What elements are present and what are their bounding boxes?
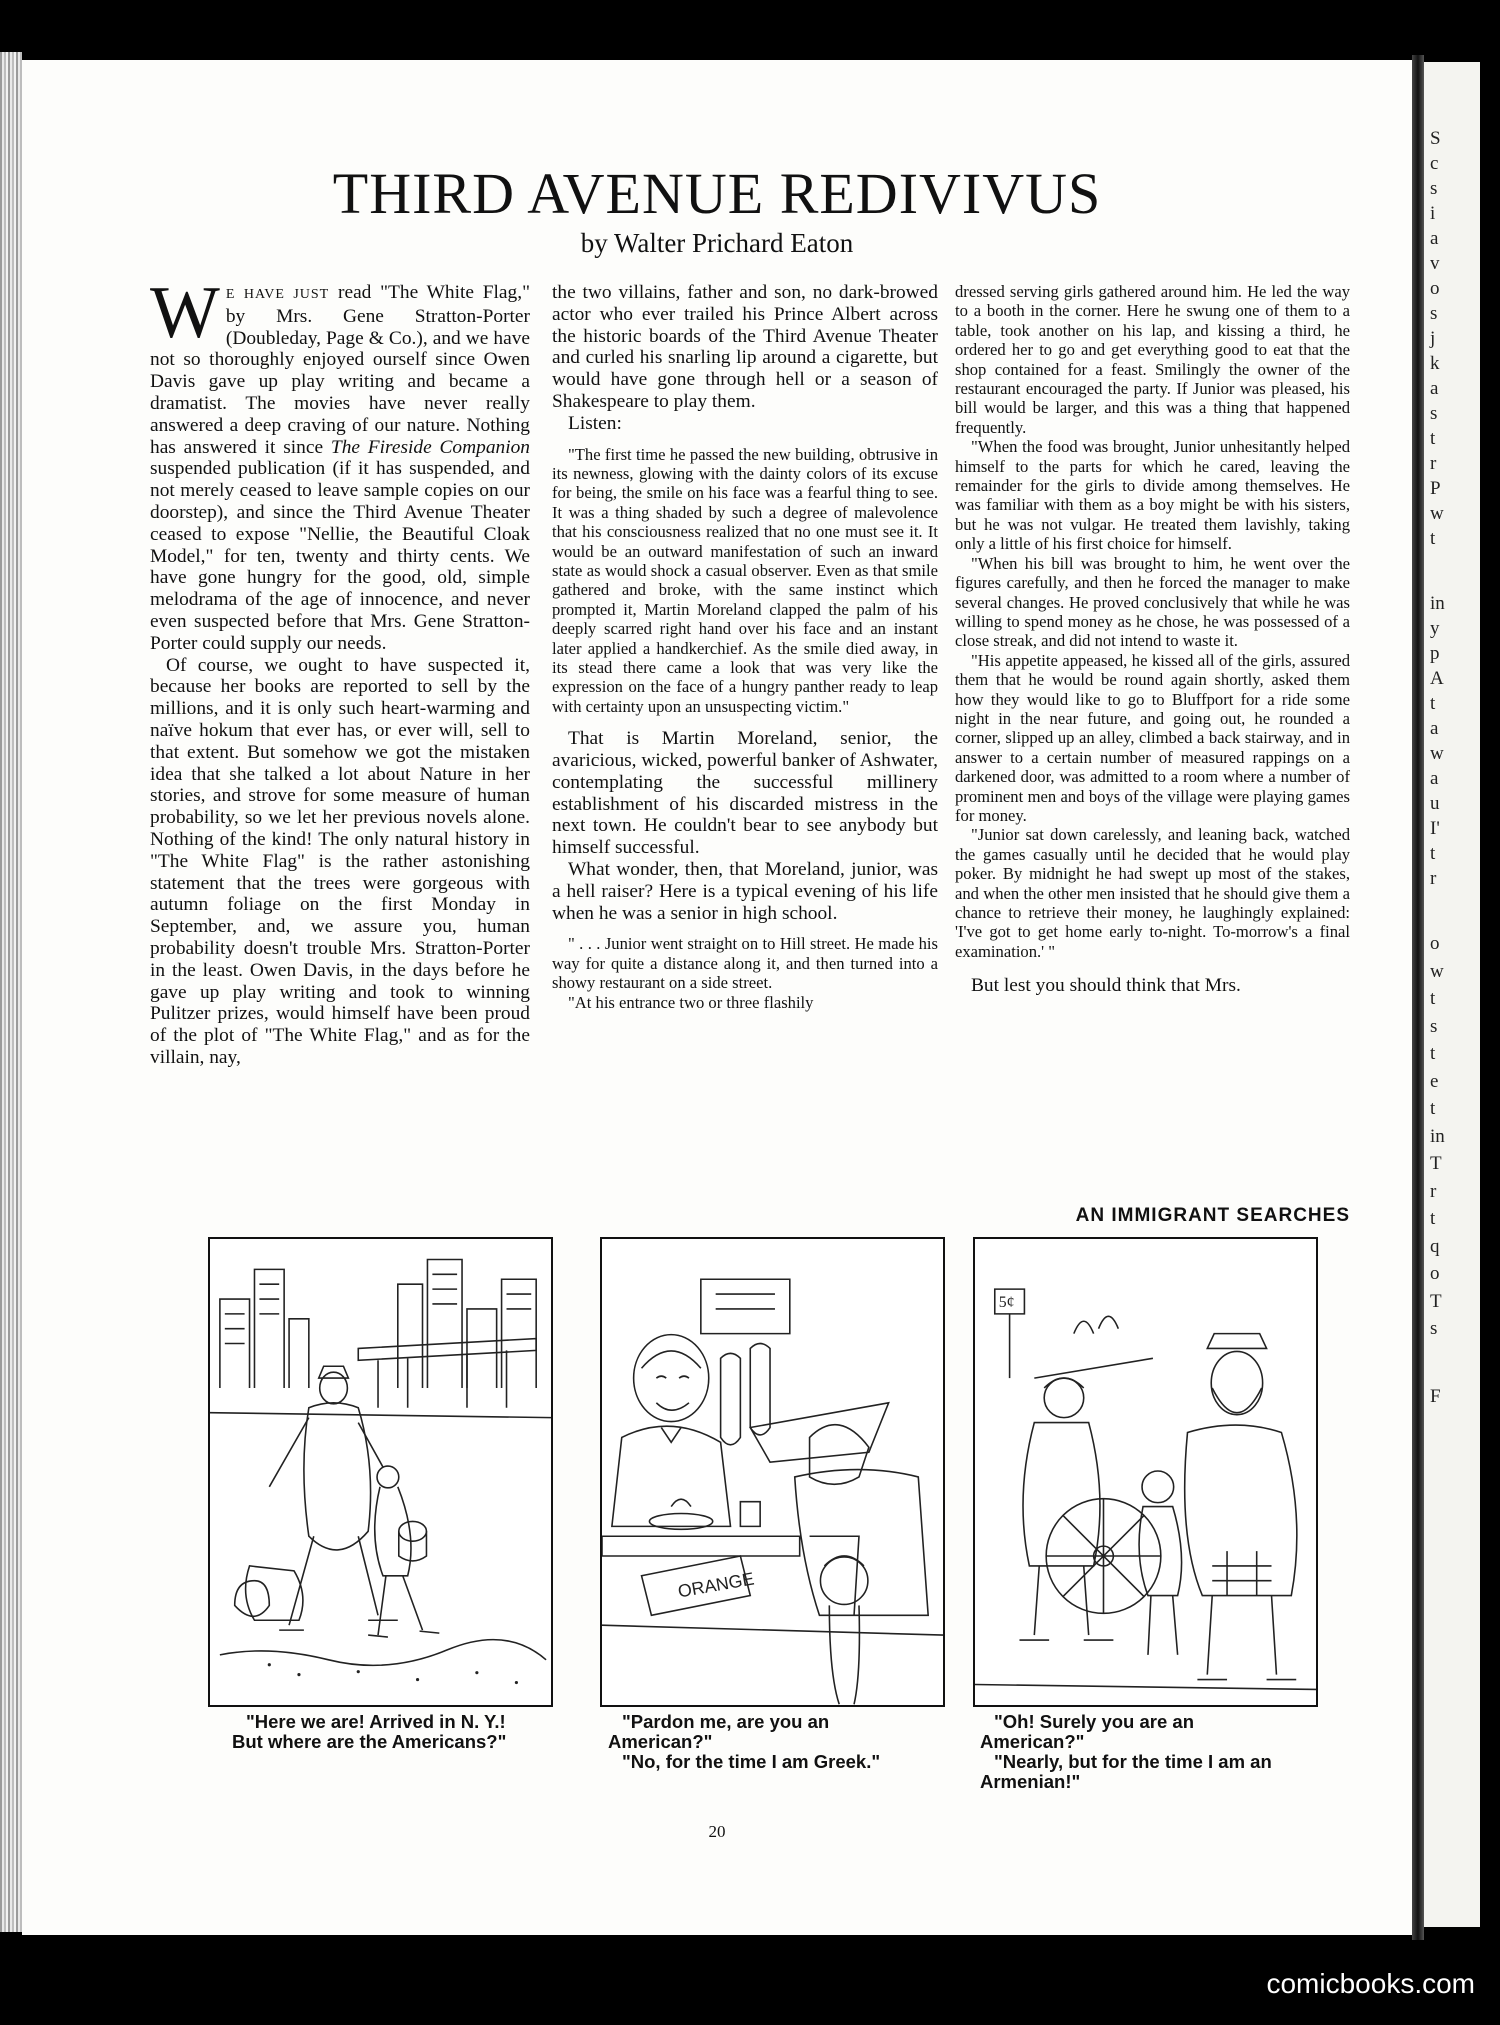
next-page-fragment: r bbox=[1430, 868, 1437, 889]
next-page-fragment: a bbox=[1430, 228, 1439, 249]
block-quote: "At his entrance two or three flashily bbox=[568, 992, 814, 1012]
cartoon-caption-3 bbox=[980, 1712, 1280, 1792]
text-column-1 bbox=[150, 272, 530, 1069]
cartoon-panel-2 bbox=[600, 1237, 945, 1707]
cartoon-panel-1 bbox=[208, 1237, 553, 1707]
lead-smallcaps: E HAVE JUST bbox=[225, 287, 330, 302]
book-gutter bbox=[1412, 55, 1424, 1940]
orange-sign-text: ORANGE bbox=[676, 1568, 756, 1602]
article-byline: by Walter Prichard Eaton bbox=[580, 228, 854, 258]
next-page-fragment: t bbox=[1430, 528, 1436, 549]
next-page-fragment: t bbox=[1430, 1043, 1436, 1064]
next-page-fragment: j bbox=[1430, 328, 1436, 349]
page-edge-left bbox=[0, 52, 22, 1932]
next-page-fragment: s bbox=[1430, 1015, 1438, 1037]
next-page-fragment: w bbox=[1430, 743, 1444, 764]
caption-line: "Nearly, but for the time I am an Armenian!" bbox=[980, 1751, 1272, 1792]
price-sign-text: 5¢ bbox=[998, 1293, 1015, 1311]
next-page-fragment: T bbox=[1430, 1290, 1442, 1312]
next-page-fragment: p bbox=[1430, 643, 1440, 664]
next-page-fragment: w bbox=[1430, 503, 1444, 524]
cartoon-panel-3 bbox=[973, 1237, 1318, 1707]
cartoon-shop-drawing bbox=[602, 1239, 943, 1705]
next-page-fragment: t bbox=[1430, 428, 1436, 449]
text-column-3 bbox=[955, 282, 1350, 997]
next-page-fragment: w bbox=[1430, 960, 1444, 982]
next-page-fragment: in bbox=[1430, 593, 1445, 614]
text-column-2 bbox=[552, 282, 938, 1024]
next-page-fragment: s bbox=[1430, 303, 1438, 324]
next-page-fragment: s bbox=[1430, 1318, 1438, 1339]
paragraph: "Junior sat down carelessly, and leaning back, watched the games casually until he decided that he would play poker. By midnight he had swept up most of the stakes, and when the other men insisted that he should give them a chance to retrieve their money, he laughingly explained: 'I've got to get home early to-night. To-morrow's a final examination.' " bbox=[955, 825, 1350, 961]
paragraph: What wonder, then, that Moreland, junior, was a hell raiser? Here is a typical evening of his life when he was a senior in high school. bbox=[552, 859, 938, 924]
paragraph: "His appetite appeased, he kissed all of the girls, assured them that he would be round again shortly, asked them how they would like to go to Bluffport for a ride some night in the near future, and going out, he rounded a corner, slipped up an alley, climbed a back stairway, and in answer to a certain number of measured rappings on a darkened door, was admitted to a room where a number of prominent men and boys of the village were playing games for money. bbox=[955, 650, 1350, 825]
caption-line: "No, for the time I am Greek." bbox=[622, 1751, 881, 1772]
cartoon-caption-2 bbox=[608, 1712, 908, 1772]
cartoon-arrival-drawing bbox=[210, 1239, 551, 1705]
next-page-fragment: e bbox=[1430, 1070, 1439, 1092]
next-page-fragment: in bbox=[1430, 1125, 1445, 1147]
next-page-fragment: r bbox=[1430, 1180, 1437, 1202]
next-page-fragment: s bbox=[1430, 178, 1438, 199]
next-page-fragment: i bbox=[1430, 203, 1436, 224]
cartoon-caption-1 bbox=[232, 1712, 532, 1752]
next-page-fragment: A bbox=[1430, 668, 1444, 689]
next-page-fragment: s bbox=[1430, 403, 1438, 424]
next-page-fragment: a bbox=[1430, 378, 1439, 399]
paragraph bbox=[150, 272, 530, 655]
caption-line: "Pardon me, are you an American?" bbox=[608, 1711, 830, 1752]
drop-cap: W bbox=[150, 272, 220, 354]
next-page-fragment: a bbox=[1430, 768, 1439, 789]
next-page-fragment: I' bbox=[1430, 818, 1440, 839]
next-page-fragment: o bbox=[1430, 933, 1440, 954]
paragraph: "When the food was brought, Junior unhesitantly helped himself to the parts for which he cared, leaving the remainder for the girls to divide among themselves. He was familiar with them as a boy might be with his sisters, but he was not vulgar. He treated them lavishly, taking only a little of his first choice for himself. bbox=[955, 437, 1350, 554]
next-page-fragment: y bbox=[1430, 618, 1440, 639]
next-page-edge bbox=[1424, 62, 1480, 1927]
next-page-fragment: c bbox=[1430, 153, 1439, 174]
next-page-fragment: F bbox=[1430, 1385, 1441, 1407]
caption-line: "Here we are! Arrived in N. Y.! But where are the Americans?" bbox=[232, 1711, 507, 1752]
paragraph: the two villains, father and son, no dark-browed actor who ever trailed his Prince Albert across the historic boards of the Third Avenue Theater and curled his snarling lip around a cigarette, but would have gone through hell or a season of Shakespeare to play them. bbox=[552, 282, 938, 412]
cartoon-section-title: AN IMMIGRANT SEARCHES bbox=[1075, 1205, 1350, 1226]
next-page-fragment: t bbox=[1430, 843, 1436, 864]
paragraph: That is Martin Moreland, senior, the avaricious, wicked, powerful banker of Ashwater, contemplating the successful millinery establishment of his discarded mistress in the next town. He couldn't bear to see anybody but himself successful. bbox=[552, 728, 938, 859]
next-page-fragment: a bbox=[1430, 718, 1439, 739]
next-page-fragment: o bbox=[1430, 1263, 1440, 1284]
next-page-fragment: k bbox=[1430, 353, 1440, 374]
paragraph: But lest you should think that Mrs. bbox=[971, 975, 1241, 997]
article-title: THIRD AVENUE REDIVIVUS bbox=[332, 161, 1102, 226]
next-page-fragment: t bbox=[1430, 693, 1436, 714]
block-quote: " . . . Junior went straight on to Hill street. He made his way for quite a distance along it, and then turned into a showy restaurant on a side street. bbox=[552, 934, 938, 993]
next-page-fragment: T bbox=[1430, 1153, 1442, 1174]
cartoon-vendor-drawing bbox=[975, 1239, 1316, 1705]
next-page-fragment: t bbox=[1430, 1208, 1436, 1229]
caption-line: "Oh! Surely you are an American?" bbox=[980, 1711, 1194, 1752]
paragraph: dressed serving girls gathered around him. He led the way to a booth in the corner. Here he swung one of them to a table, took another on his lap, and kissing a third, he ordered her to go and get everything good to eat that the shop contained for a feast. Smilingly the owner of the restaurant encouraged the party. If Junior was pleased, his bill would be larger, and this was a thing that happened frequently. bbox=[955, 282, 1350, 437]
next-page-fragment: r bbox=[1430, 453, 1437, 474]
block-quote: "The first time he passed the new building, obtrusive in its newness, glowing with the dainty colors of its excuse for being, the smile on his face was a fearful thing to see. It was a thing shaded by such a degree of malevolence that his consciousness realized that no one must see it. It would be an outward manifestation of such an inward state as would shock a casual observer. Even as that smile gathered and broke, with the same instinct which prompted it, Martin Moreland clapped the palm of his deeply scarred right hand over his face and an instant later applied a handkerchief. As the smile died away, in its stead there came a look that was very like the expression on the face of a hungry panther ready to leap with certainty upon an unsuspecting victim." bbox=[552, 444, 938, 716]
next-page-fragment: o bbox=[1430, 278, 1440, 299]
paragraph: Listen: bbox=[568, 412, 622, 434]
next-page-fragment: S bbox=[1430, 128, 1441, 149]
next-page-fragment: u bbox=[1430, 793, 1440, 814]
site-watermark: comicbooks.com bbox=[1266, 1968, 1475, 1999]
next-page-fragment: P bbox=[1430, 478, 1441, 499]
page-number: 20 bbox=[708, 1822, 726, 1841]
paragraph: Of course, we ought to have suspected it, because her books are reported to sell by the millions, and it is only such heart-warming and naïve hokum that ever has, or ever will, sell to that extent. But somehow we got the mistaken idea that she talked a lot about Nature in her stories, and strove for some measure of human probability, so we let her previous novels alone. Nothing of the kind! The only natural history in "The White Flag" is the rather astonishing statement that the trees were gorgeous with autumn foliage on the first Monday in September, and, we assure you, human probability doesn't trouble Mrs. Stratton-Porter in the least. Owen Davis, in the days before he gave up play writing and took to winning Pulitzer prizes, would himself have been proud of the plot of "The White Flag," and as for the villain, nay, bbox=[150, 654, 530, 1068]
next-page-fragment: t bbox=[1430, 988, 1436, 1009]
next-page-fragment: q bbox=[1430, 1235, 1440, 1257]
next-page-fragment: v bbox=[1430, 253, 1440, 274]
paragraph: "When his bill was brought to him, he went over the figures carefully, and then he forced the manager to make several changes. He proved conclusively that while he was willing to spend money as he chose, he was possessed of a close streak, and did not intend to waste it. bbox=[955, 553, 1350, 651]
next-page-fragment: t bbox=[1430, 1098, 1436, 1119]
paragraph-text: read "The White Flag," by Mrs. Gene Stratton-Porter (Doubleday, Page & Co.), and we have not so thoroughly enjoyed ourself since Owen Davis gave up play writing and became a dramatist. The movies have never really answered a deep craving of our nature. Nothing has answered it since The Fireside Companion suspended publication (if it has suspended, and not merely ceased to leave sample copies on our doorstep), and since the Third Avenue Theater ceased to expose "Nellie, the Beautiful Cloak Model," for ten, twenty and thirty cents. We have gone hungry for the good, old, simple melodrama of the age of innocence, and never even suspected before that Mrs. Gene Stratton-Porter could supply our needs. bbox=[150, 282, 530, 654]
